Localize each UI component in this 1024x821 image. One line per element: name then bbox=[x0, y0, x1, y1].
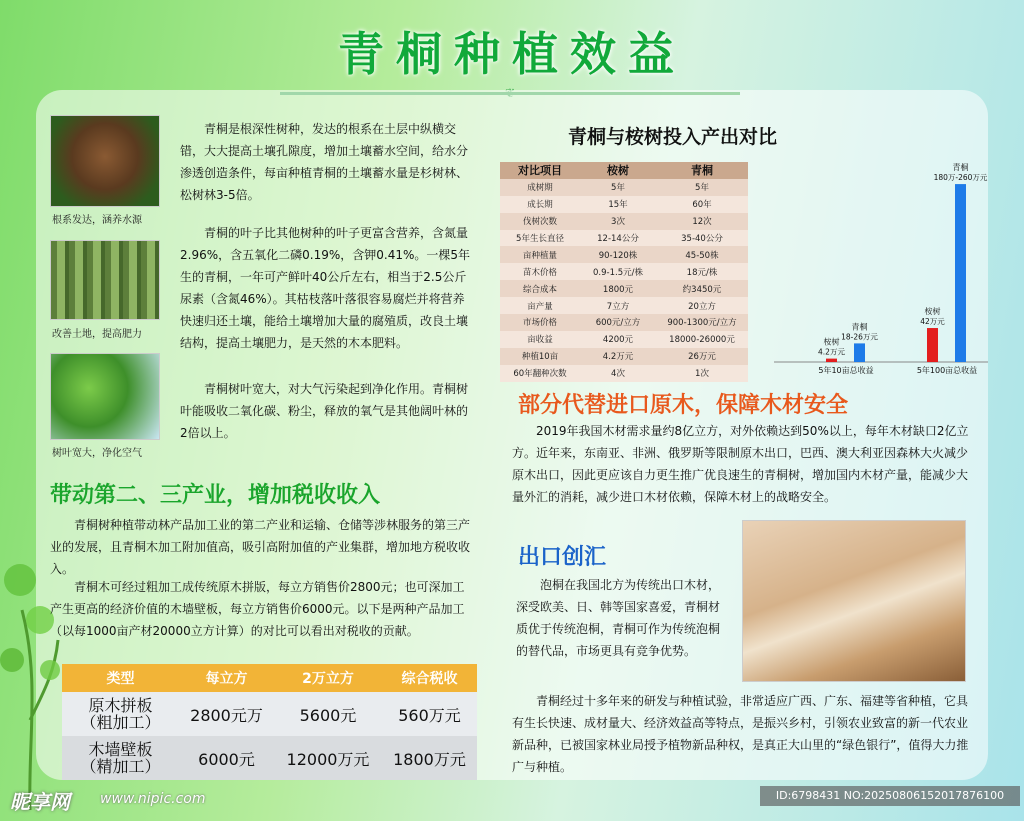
table-row: 亩收益 4200元 18000-26000元 bbox=[500, 331, 748, 348]
table-row: 亩种植量 90-120株 45-50株 bbox=[500, 246, 748, 263]
table-cell: 6000元 bbox=[179, 736, 274, 780]
bar-value-label: 4.2万元 bbox=[818, 347, 845, 357]
table-row bbox=[62, 736, 477, 780]
industry-paragraph: 青桐树种植带动林产品加工业的第二产业和运输、仓储等涉林服务的第三产业的发展，且青桐木加工附加值高，吸引高附加值的产业集群，增加地方税收收入。 bbox=[50, 518, 471, 576]
table-row: 伐树次数 3次 12次 bbox=[500, 213, 748, 230]
export-heading: 出口创汇 bbox=[518, 545, 607, 570]
table-header-row bbox=[62, 664, 477, 692]
bar-series-label: 青桐 bbox=[952, 163, 969, 173]
table-header-cell: 2万立方 bbox=[274, 664, 382, 692]
export-paragraph: 泡桐在我国北方为传统出口木材，深受欧美、日、韩等国家喜爱，青桐材质优于传统泡桐，青桐可作为传统泡桐的替代品，市场更具有竞争优势。 bbox=[516, 578, 721, 658]
table-row: 成长期 15年 60年 bbox=[500, 196, 748, 213]
import-paragraph: 2019年我国木材需求量约8亿立方，对外依赖达到50%以上，每年木材缺口2亿立方。近年来，东南亚、非洲、俄罗斯等限制原木出口，巴西、澳大利亚因森林大火减少原木出口，因此更应该自力更生推广优良速生的青桐树，增加国内木材产量，能减少大量外汇的消耗，减少进口木材依赖，保障木材上的战略安全。 bbox=[512, 424, 969, 504]
bar-value-label: 180万-260万元 bbox=[933, 173, 988, 183]
table-cell: 5600元 bbox=[274, 692, 382, 736]
watermark-url: www.nipic.com bbox=[100, 791, 206, 807]
table-row: 市场价格 600元/立方 900-1300元/立方 bbox=[500, 314, 748, 331]
industry-heading: 带动第二、三产业，增加税收收入 bbox=[50, 483, 381, 508]
closing-paragraph: 青桐经过十多年来的研发与种植试验，非常适应广西、广东、福建等省种植，它具有生长快速、成材量大、经济效益高等特点，是振兴乡村，引领农业致富的新一代农业新品种，已被国家林业局授予植物新品种权，是真正大山里的“绿色银行”，值得大力推广与种植。 bbox=[512, 694, 969, 774]
table-cell: 原木拼板 （粗加工） bbox=[62, 692, 179, 736]
forest-photo bbox=[50, 240, 160, 320]
table-header-cell: 桉树 bbox=[580, 162, 656, 179]
table-row: 综合成本 1800元 约3450元 bbox=[500, 280, 748, 297]
table-row bbox=[62, 692, 477, 736]
bar-series-label: 桉树 bbox=[924, 307, 941, 317]
category-label: 5年10亩总收益 bbox=[818, 366, 874, 375]
table-header-cell: 青桐 bbox=[656, 162, 748, 179]
photo-caption: 树叶宽大，净化空气 bbox=[52, 448, 142, 459]
timber-photo bbox=[742, 520, 966, 682]
photo-caption: 改善土地，提高肥力 bbox=[52, 329, 142, 340]
table-row: 5年生长直径 12-14公分 35-40公分 bbox=[500, 230, 748, 247]
table-header-cell: 类型 bbox=[62, 664, 179, 692]
table-cell: 木墙壁板 （精加工） bbox=[62, 736, 179, 780]
roots-paragraph: 青桐是根深性树种，发达的根系在土层中纵横交错，大大提高土壤孔隙度，增加土壤蓄水空间，给水分渗透创造条件，每亩种植青桐的土壤蓄水量是杉树林、松树林3-5倍。 bbox=[180, 122, 469, 202]
table-row: 亩产量 7立方 20立方 bbox=[500, 297, 748, 314]
table-header-cell: 综合税收 bbox=[382, 664, 477, 692]
chart-bar bbox=[826, 359, 837, 362]
tax-table bbox=[62, 664, 477, 780]
table-header-cell: 每立方 bbox=[179, 664, 274, 692]
industry-paragraph: 青桐木可经过粗加工成传统原木拼版，每立方销售价2800元；也可深加工产生更高的经济价值的木墙壁板，每立方销售价6000元。以下是两种产品加工（以每1000亩产材20000立方计算）的对比可以看出对税收的贡献。 bbox=[50, 580, 465, 638]
leaves-paragraph: 青桐的叶子比其他树种的叶子更富含营养，含氮量2.96%，含五氧化二磷0.19%，含钾0.41%。一棵5年生的青桐，一年可产鲜叶40公斤左右，相当于2.5公斤尿素（含氮46%）。其枯枝落叶落很容易腐烂并将营养快速归还土壤，能给土壤增加大量的腐殖质，改良土壤结构，提高土壤肥力，是天然的木本肥料。 bbox=[180, 226, 470, 350]
revenue-bar-chart bbox=[770, 152, 992, 380]
chart-bar bbox=[927, 328, 938, 362]
table-row: 苗木价格 0.9-1.5元/株 18元/株 bbox=[500, 263, 748, 280]
photo-caption: 根系发达，涵养水源 bbox=[52, 215, 142, 226]
bar-value-label: 42万元 bbox=[920, 317, 945, 327]
table-cell: 1800万元 bbox=[382, 736, 477, 780]
root-photo bbox=[50, 115, 160, 207]
bar-series-label: 桉树 bbox=[823, 337, 840, 347]
table-cell: 2800元万 bbox=[179, 692, 274, 736]
table-row: 60年翻种次数 4次 1次 bbox=[500, 365, 748, 382]
table-header-cell: 对比项目 bbox=[500, 162, 580, 179]
watermark-id: ID:6798431 NO:20250806152017876100 bbox=[760, 786, 1020, 806]
table-row: 成树期 5年 5年 bbox=[500, 179, 748, 196]
page-title: 青桐种植效益 bbox=[338, 27, 686, 81]
comparison-table bbox=[500, 162, 748, 382]
table-header-row bbox=[500, 162, 748, 179]
compare-heading: 青桐与桉树投入产出对比 bbox=[568, 126, 778, 148]
table-cell: 12000万元 bbox=[274, 736, 382, 780]
leaf-photo bbox=[50, 353, 160, 440]
bar-series-label: 青桐 bbox=[851, 322, 868, 332]
table-row: 种植10亩 4.2万元 26万元 bbox=[500, 348, 748, 365]
category-label: 5年100亩总收益 bbox=[916, 366, 978, 375]
import-heading: 部分代替进口原木，保障木材安全 bbox=[518, 393, 849, 418]
bar-value-label: 18-26万元 bbox=[841, 332, 878, 342]
watermark-logo: 昵享网 bbox=[10, 790, 70, 814]
chart-bar bbox=[955, 184, 966, 362]
chart-bar bbox=[854, 343, 865, 362]
air-paragraph: 青桐树叶宽大，对大气污染起到净化作用。青桐树叶能吸收二氧化碳、粉尘，释放的氧气是其他阔叶林的2倍以上。 bbox=[180, 382, 469, 440]
table-cell: 560万元 bbox=[382, 692, 477, 736]
